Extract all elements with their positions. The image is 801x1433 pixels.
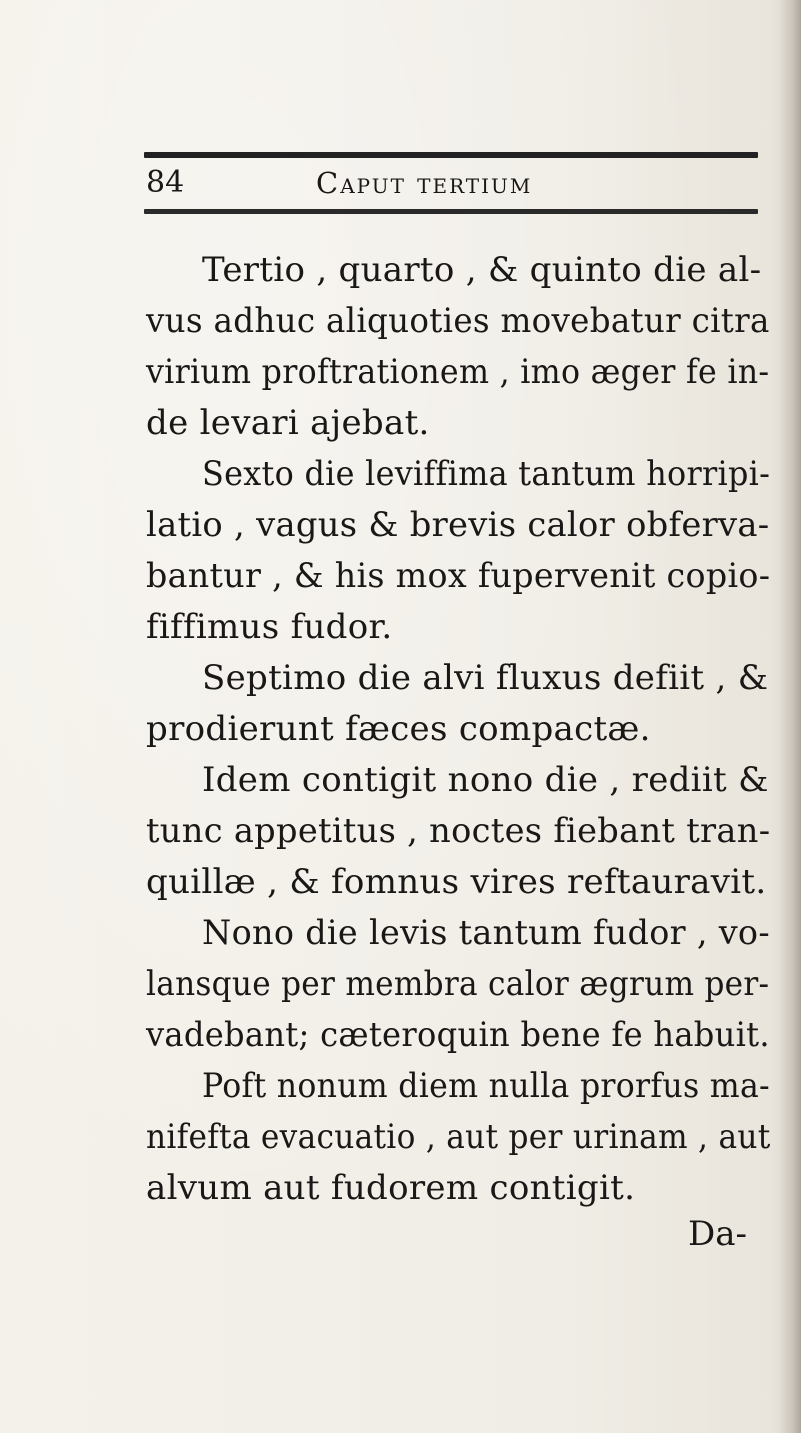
- text-line: fiffimus fudor.: [146, 607, 393, 647]
- page-edge-shadow: [779, 0, 801, 1433]
- text-line: vadebant; cæteroquin bene fe habuit.: [146, 1015, 770, 1055]
- text-line: Sexto die leviffima tantum horripi-: [202, 454, 771, 494]
- text-line: Tertio , quarto , & quinto die al-: [202, 250, 762, 290]
- text-line: Poft nonum diem nulla prorfus ma-: [202, 1066, 770, 1106]
- text-line: Nono die levis tantum fudor , vo-: [202, 913, 770, 953]
- text-line: nifefta evacuatio , aut per urinam , aut: [146, 1117, 771, 1157]
- text-line: tunc appetitus , noctes fiebant tran-: [146, 811, 771, 851]
- text-line: virium proftrationem , imo æger fe in-: [146, 352, 770, 392]
- text-line: Idem contigit nono die , rediit &: [202, 760, 769, 800]
- text-line: quillæ , & fomnus vires reftauravit.: [146, 862, 767, 902]
- text-line: lansque per membra calor ægrum per-: [146, 964, 770, 1004]
- text-line: alvum aut fudorem contigit.: [146, 1168, 636, 1208]
- text-line: bantur , & his mox fupervenit copio-: [146, 556, 771, 596]
- header-rule-top: [144, 152, 758, 158]
- text-line: latio , vagus & brevis calor obferva-: [146, 505, 770, 545]
- header-rule-bottom: [144, 209, 758, 214]
- text-line: vus adhuc aliquoties movebatur citra: [146, 301, 770, 341]
- running-head: Caput tertium: [316, 166, 533, 200]
- page-number: 84: [146, 165, 185, 200]
- catchword: Da-: [688, 1214, 748, 1254]
- text-line: prodierunt fæces compactæ.: [146, 709, 651, 749]
- text-line: de levari ajebat.: [146, 403, 430, 443]
- text-line: Septimo die alvi fluxus defiit , &: [202, 658, 769, 698]
